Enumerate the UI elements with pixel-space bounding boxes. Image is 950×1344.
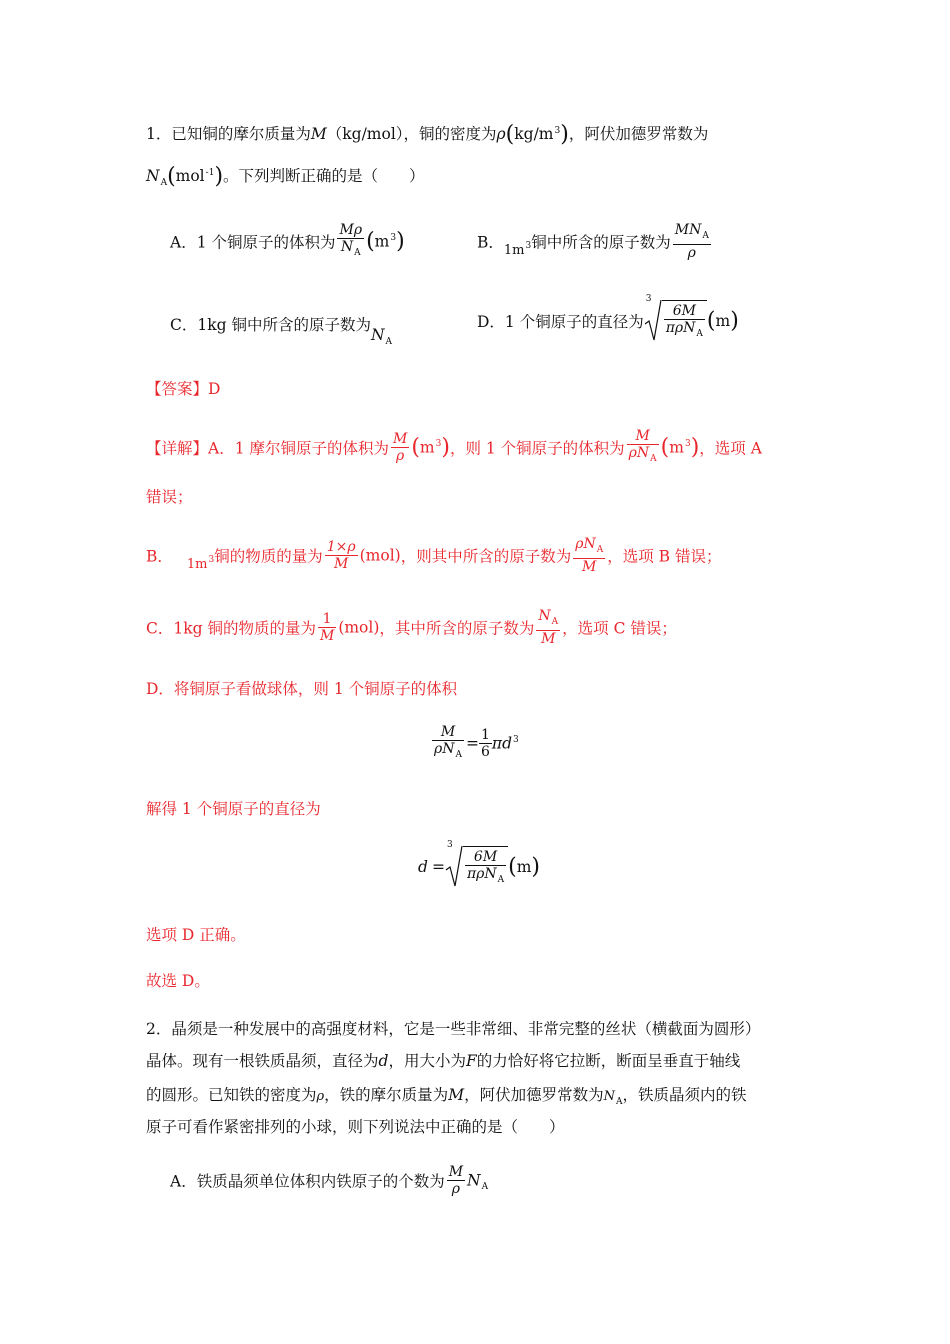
denominator: M — [334, 556, 349, 572]
option-b-text: 铜中所含的原子数为 — [531, 233, 671, 252]
equation-volume — [430, 724, 519, 763]
fraction-M-over-rhoNA — [432, 724, 464, 763]
var-rho: ρ — [496, 125, 506, 143]
q1-line1: 1．已知铜的摩尔质量为M（kg/mol），铜的密度为$\rho(kg/m^3)$，阿伏加德罗常数为 — [146, 122, 709, 147]
unit-mol: (mol) — [359, 546, 401, 565]
detail-d-text: D．将铜原子看做球体，则 1 个铜原子的体积 — [146, 680, 458, 698]
detail-d — [146, 682, 457, 698]
denominator: πρN — [665, 320, 696, 336]
q2-text-3a: 的圆形。已知铁的密度为 — [146, 1086, 317, 1104]
choose-line — [146, 974, 210, 990]
var-NA: N — [370, 326, 385, 344]
sub-A: A — [455, 750, 462, 760]
option-d-text: D．1 个铜原子的直径为 — [477, 313, 644, 331]
var-NA: N — [467, 1171, 481, 1190]
numerator: 1×ρ — [326, 539, 356, 555]
unit-1m3 — [186, 554, 215, 572]
numerator: M — [432, 724, 464, 741]
fraction-M-rho-over-NA — [337, 222, 364, 261]
var-d: d — [378, 1052, 389, 1070]
sub-A: A — [160, 178, 168, 188]
numerator: 6M — [664, 303, 705, 320]
sup-3: 3 — [554, 126, 561, 136]
numerator: 1 — [480, 727, 490, 743]
sub-A: A — [354, 248, 361, 258]
equation-diameter: d = 3 $\frac{6M}{\pi\rho N_A}$ (m) — [418, 846, 540, 888]
solve-text: 解得 1 个铜原子的直径为 — [146, 800, 321, 818]
unit-kgm3: kg/m — [514, 125, 554, 143]
numerator: N — [538, 608, 551, 624]
fraction-1xrho-over-M — [325, 539, 358, 572]
detail-c-text2: ，其中所含的原子数为 — [379, 619, 535, 638]
equals-sign: = — [465, 734, 479, 753]
unit-m: m — [516, 858, 532, 876]
denominator: ρ — [687, 245, 696, 261]
numerator: MN — [674, 222, 702, 238]
fraction-6M-over-pirhoNA — [664, 303, 705, 342]
var-F: F — [465, 1052, 477, 1070]
denominator: ρ — [451, 1181, 460, 1197]
unit-text: （kg/mol），铜的密度为 — [326, 125, 497, 143]
var-rho: ρ — [316, 1089, 325, 1104]
unit-1m3 — [503, 240, 532, 258]
q2-line4 — [146, 1120, 565, 1136]
q2-text-2c: 的力恰好将它拉断，断面呈垂直于轴线 — [476, 1052, 741, 1070]
denominator: ρ — [396, 448, 405, 464]
sub-A: A — [497, 875, 505, 885]
numerator-N: N — [583, 536, 596, 552]
sup-3: 3 — [390, 232, 397, 243]
q2-text-2a: 晶体。现有一根铁质晶须，直径为 — [146, 1052, 379, 1070]
q1-option-a: A．1 个铜原子的体积为 $\frac{M\rho}{N_A}$ $(m^3)$ — [170, 222, 405, 261]
var-NA: N — [603, 1089, 615, 1104]
option-a-label: A．1 个铜原子的体积为 — [170, 233, 336, 252]
fraction-MNA-over-rho — [673, 222, 711, 261]
var-M: M — [448, 1086, 465, 1104]
1m: 1m — [186, 556, 208, 572]
radical-sign-icon — [644, 298, 662, 342]
fraction-M-over-rho — [391, 431, 409, 464]
q1-text: 1．已知铜的摩尔质量为 — [146, 125, 311, 143]
numerator: M — [627, 428, 659, 445]
q1-line2: $N_A(mol^{-1})$。下列判断正确的是（ ） — [146, 164, 425, 189]
denominator: M — [319, 628, 335, 644]
sup-3: 3 — [525, 240, 532, 251]
denominator-N: N — [636, 445, 650, 461]
q2-option-a-text: A．铁质晶须单位体积内铁原子的个数为 — [170, 1172, 445, 1191]
sup-3: 3 — [513, 734, 519, 745]
sub-A: A — [551, 617, 559, 627]
radical-sign-icon — [445, 844, 463, 888]
unit-m3: m — [374, 232, 390, 251]
denominator-rho: ρ — [434, 741, 443, 757]
unit-mol: (mol) — [338, 618, 380, 637]
fraction-rhoNA-over-M — [573, 536, 605, 575]
solve-line — [146, 802, 321, 818]
detail-c-text1: C．1kg 铜的物质的量为 — [146, 619, 316, 638]
denominator-rho: ρ — [628, 445, 637, 461]
unit-m: m — [715, 312, 731, 330]
fraction-1-over-M — [318, 611, 336, 644]
q2-line3 — [146, 1088, 746, 1107]
numerator: 1 — [318, 611, 336, 628]
fraction-M-over-rhoNA — [627, 428, 659, 467]
q1-question: 。下列判断正确的是（ ） — [223, 167, 425, 185]
option-c-text: C．1kg 铜中所含的原子数为 — [170, 316, 371, 334]
detail-a-mid: ，则 1 个铜原子的体积为 — [449, 439, 625, 458]
choose-text: 故选 D。 — [146, 972, 210, 990]
detail-c — [146, 608, 677, 647]
q1-option-d: D．1 个铜原子的直径为 3 $\frac{6M}{\pi\rho N_A}$ (m) — [477, 300, 739, 342]
numerator: M — [392, 431, 408, 447]
detail-b-end: ，选项 B 错误； — [607, 547, 722, 566]
numerator-rho: ρ — [575, 536, 584, 552]
numerator: Mρ — [339, 222, 363, 238]
var-M: M — [310, 125, 327, 143]
q2-line1 — [146, 1022, 760, 1038]
pi-d: πd — [491, 734, 513, 753]
detail-a-wrong — [146, 490, 193, 506]
answer-label: 【答案】D — [146, 380, 221, 398]
detail-b-label: B． — [146, 547, 173, 566]
detail-c-end: ，选项 C 错误； — [562, 619, 677, 638]
1m: 1m — [503, 242, 525, 258]
sub-A: A — [615, 1097, 623, 1107]
denominator: πρN — [466, 866, 497, 882]
detail-a-end: ，选项 A — [699, 439, 762, 458]
answer-line — [146, 382, 220, 398]
var-NA: N — [146, 167, 160, 185]
equals-sign: = — [431, 858, 445, 876]
unit-m: m — [669, 438, 684, 457]
q2-text-3c: ，阿伏加德罗常数为 — [464, 1086, 604, 1104]
detail-b-text1: 铜的物质的量为 — [214, 547, 323, 566]
d-correct-text: 选项 D 正确。 — [146, 926, 246, 944]
q2-text-3d: ，铁质晶须内的铁 — [622, 1086, 747, 1104]
fraction-6M-over-pirhoNA — [465, 849, 506, 888]
detail-b — [146, 536, 721, 575]
q2-text-3b: ，铁的摩尔质量为 — [324, 1086, 449, 1104]
sup-3: 3 — [684, 438, 691, 449]
sup-3: 3 — [208, 554, 215, 565]
q1-option-b — [477, 222, 713, 261]
root-index: 3 — [446, 840, 453, 850]
q2-text-2b: ，用大小为 — [388, 1052, 466, 1070]
detail-label: 【详解】A．1 摩尔铜原子的体积为 — [146, 439, 389, 458]
fraction-M-over-rho — [447, 1164, 465, 1197]
denominator: M — [582, 559, 597, 575]
sub-A: A — [385, 337, 393, 347]
option-b-label: B． — [477, 233, 504, 252]
unit-mol: mol — [175, 167, 205, 185]
d-correct-line — [146, 928, 246, 944]
cube-root — [644, 294, 707, 342]
denominator: 6 — [480, 744, 490, 760]
detail-a: 【详解】A．1 摩尔铜原子的体积为 $\frac{M}{\rho}$ $(m^3)$，则 1 个铜原子的体积为 $\frac{M}{\rho N_A}$ $(m^3)$，选项 A — [146, 428, 762, 467]
fraction-NA-over-M — [536, 608, 560, 647]
root-index: 3 — [645, 294, 652, 304]
sup-neg1: -1 — [205, 168, 215, 178]
sub-A: A — [696, 329, 703, 339]
unit-m: m — [419, 438, 435, 457]
fraction-1-over-6 — [479, 727, 492, 760]
numerator: M — [448, 1164, 464, 1180]
sub-A: A — [650, 454, 657, 464]
denominator: M — [541, 631, 556, 647]
sup-3: 3 — [435, 438, 442, 449]
q2-option-a — [170, 1164, 488, 1197]
wrong-text: 错误； — [146, 488, 193, 506]
sub-A: A — [702, 231, 709, 241]
q1-text-2: ，阿伏加德罗常数为 — [568, 125, 709, 143]
q2-text-4: 原子可看作紧密排列的小球，则下列说法中正确的是（ ） — [146, 1118, 565, 1136]
detail-b-text2: ，则其中所含的原子数为 — [400, 547, 572, 566]
var-d: d — [418, 858, 428, 876]
q1-option-c — [170, 316, 393, 347]
q2-line2 — [146, 1054, 740, 1070]
numerator: 6M — [465, 849, 506, 866]
denominator: N — [340, 239, 354, 255]
denominator-N: N — [442, 741, 455, 757]
sub-A: A — [481, 1181, 489, 1192]
q2-text-1: 2．晶须是一种发展中的高强度材料，它是一些非常细、非常完整的丝状（横截面为圆形） — [146, 1020, 761, 1038]
sub-A: A — [596, 545, 604, 555]
